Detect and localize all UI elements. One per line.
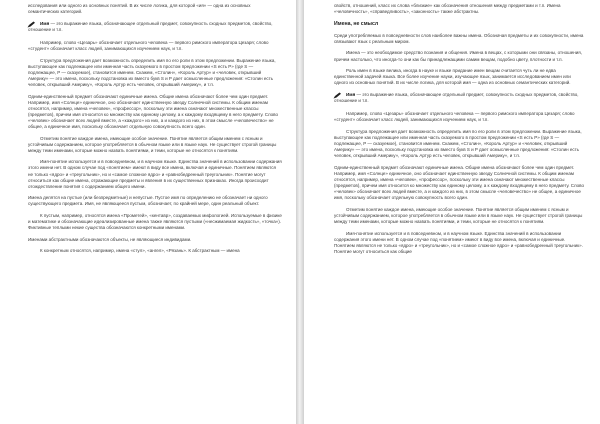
- paragraph: Структура предложения дает возможность определить имя по его роли в этом предложении. Выражение языка, выступающее как подлежащее или именная часть сказуемого в простом предложении «S есть P» (где S — подлежащее, P — сказуемое), становится именем. Скажем, «Столин», «Король Артур» и «человек, открывший Америку» — это имена, поскольку подстановка их вместо букв S и P дает осмысленные предложения: «Столин есть человек, открывший Америку», «Король Артур есть человек, открывший Америку», и т.п.: [28, 57, 276, 87]
- section-title: Имена, не смысл: [334, 20, 379, 27]
- definition-text: [28, 21, 282, 33]
- pencil-icon: [27, 21, 36, 28]
- book-gutter: [296, 0, 304, 424]
- left-page: [0, 0, 296, 424]
- pencil-icon: [333, 92, 342, 99]
- definition-text: [334, 92, 586, 104]
- definition-body: — это выражение языка, обозначающее отдельный предмет, совокупность сходных предметов, свойство, отношение и т.п.: [334, 91, 579, 104]
- paragraph: Одним-единственный предмет обозначают единичные имена. Общие имена обозначают более чем один предмет. Например, имя «Солнце» единичное, оно обозначает единственную звезду Солнечной системы. К общим именам относятся, например, имена «человек», «профессор», поскольку эти имена означают множественные классы (предметов), причем имя относится ко множеству как единому целому, а к каждому входящему в него предмету. Слово «человек» обозначает всех людей вместе, а «каждого» из них, а и каждого из них, в этом смысле «человечество» не общее, а единичное имя, поскольку обозначает отдельную совокупность всего один.: [28, 93, 279, 129]
- definition-term: Имя: [346, 91, 356, 97]
- paragraph: Имена делятся на пустые (или безпредметные) и непустые. Пустое имя по определению не обозначает ни одного существующего предмета. Имя, не являющееся пустым, обозначает, по крайней мере, один реальный объект.: [28, 195, 268, 207]
- paragraph: Имя-понятие используется и в повседневном, и в научном языке. Единства значений в использовании содержания этого имени нет. В одном случае под «понятием» имеют в виду все имена, включая и единичные. Понятием являются не только «ядро» и «треугольник», но и «самое сложное ядро» и «равнобедренный треугольник». Понятие могут относиться как общие: [334, 230, 583, 254]
- paragraph: Имена — это необходимое средство познания и общения. Имена в вещах, с которыми они связаны, отношения, причем настолько, что иногда-то они как бы принадлежащими самим вещам, подобно цвету, плотности и т.п.: [334, 50, 582, 62]
- definition-note: [334, 92, 586, 104]
- paragraph: Структура предложения дает возможность определить имя по его роли в этом предложении. Выражение языка, выступающее как подлежащее или именная часть сказуемого в простом предложении «S есть P» (где S — подлежащее, P — сказуемое), становится именем. Скажем, «Столин», «Король Артур» и «человек, открывший Америку» — это имена, поскольку подстановка их вместо букв S и P дает осмысленные предложения: «Столин есть человек, открывший Америку», «Король Артур есть человек, открывший Америку», и т.п.: [334, 128, 582, 159]
- paragraph: Имя-понятие используется и в повседневном, и в научном языке. Единства значений в использовании содержания этого имени нет. В одном случае под «понятием» имеют в виду все имена, включая и единичные. Понятием являются не только «ядро» и «треугольник», но и «самое сложное ядро» и «равнобедренный треугольник». Понятие могут относиться как общие имена, отражающие предметы и явления в их существенных признаках. Иногда происходит отождествление понятия с содержанием общего имени.: [28, 159, 282, 189]
- definition-note: [28, 21, 282, 33]
- definition-body: — это выражение языка, обозначающее отдельный предмет, совокупность сходных предметов, свойство, отношение и т.п.: [28, 20, 273, 32]
- definition-term: Имя: [40, 20, 50, 26]
- paragraph: Например, слово «Цезарь» обозначает отдельного человека — первого римского императора Цезаря; слово «студент» обозначает класс людей, занимающихся изучением наук, и т.п.: [334, 111, 575, 123]
- paragraph: Среди употребляемых в повседневности слов наиболее важны имена. Обозначая предметы и их совокупности, имена связывают язык с реальным миром.: [334, 32, 584, 44]
- paragraph: свойств, отношений, класс их слова «близкие» как обозначения отношения между предметами и т.п. Имена «человечность», «справедливость», «законность» также абстрактны.: [334, 3, 561, 15]
- right-page: [304, 0, 600, 424]
- paragraph: Например, слово «Цезарь» обозначает отдельного человека — первого римского императора Цезаря; слово «студент» обозначает класс людей, занимающихся изучением наук, и т.п.: [28, 39, 269, 51]
- paragraph: К конкретным относятся, например, имена «стул», «ангел», «Рязань». К абстрактным — имена: [40, 248, 240, 254]
- paragraph: Роль имен в языке велика, иногда в науке и языке придание имен вещам считается чуть ли не едва единственной задачей языка. Все более изучение науки, изучающее язык, занимается исследованием имен или одного из основных понятий. В их числе логика, для которой имя — одна из основных семантических категорий.: [334, 68, 571, 86]
- paragraph: Одним-единственный предмет обозначают единичные имена. Общие имена обозначают более чем один предмет. Например, имя «Солнце» единичное, оно обозначает единственную звезду Солнечной системы. К общим именам относятся, например, имена «человек», «профессор», поскольку эти имена означают множественные классы (предметов), причем имя относится ко множеству как единому целому, а к каждому входящему в него предмету. Слово «человек» обозначает всех людей вместе, а и каждого из них, в этом смысле «человечество» не общее, а единичное имя, поскольку обозначает отдельную совокупность всего один.: [334, 164, 585, 201]
- paragraph: Отметим понятие каждое имена, имеющие особое значение. Понятие является общим именем с ясным и устойчивым содержанием, которое употребляется в обычном языке или в языке наук. Не существует строгой границы между теми именами, которые можно назвать понятиями, и теми, которые не относятся к понятиям.: [334, 206, 583, 225]
- paragraph: Отметим понятие каждое имена, имеющие особое значение. Понятие является общим именем с ясным и устойчивым содержанием, которое употребляется в обычном языке или в языке наук. Не существует строгой границы между теми именами, которые можно назвать понятиями, и теми, которые не относятся к понятиям.: [28, 135, 277, 153]
- paragraph: Именами абстрактными обозначаются объекты, не являющиеся индивидами.: [28, 236, 192, 242]
- paragraph: К пустым, например, относятся имена «Прометей», «кентавр», создаваемых мифологией. Используемые в физике и математике и обозначающие идеализированные имена также являются пустыми («несжимаемая жидкость», «точка»). Фиктивные теплыми некие существа обозначаются конкретными именами.: [28, 213, 282, 231]
- paragraph: исследования или одного из основных понятий. В их числе логика, для которой «ия» — одна из основных семантических категорий.: [28, 3, 251, 15]
